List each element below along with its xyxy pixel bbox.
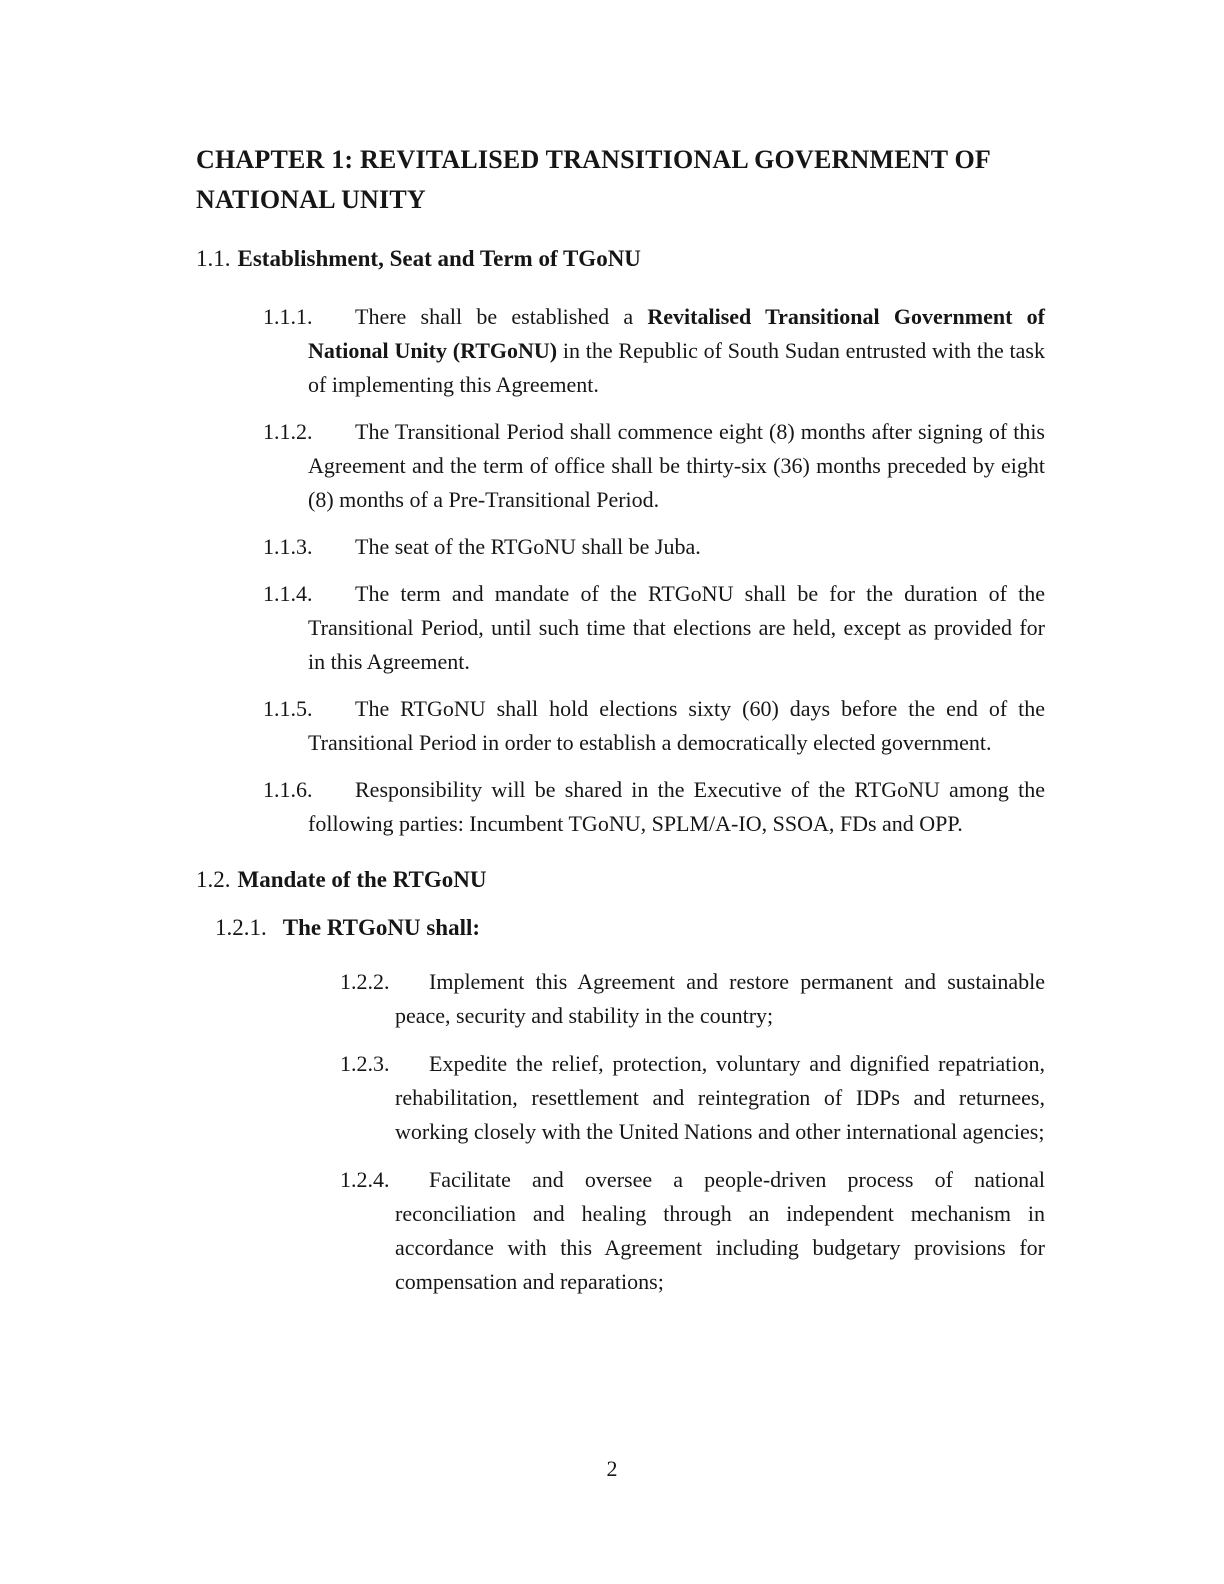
clause-1-1-5-text: The RTGoNU shall hold elections sixty (60) days before the end of the Transitional Period in order to establish a democratically elected government. (308, 696, 1045, 755)
clause-1-1-2-number: 1.1.2. (263, 419, 313, 444)
clause-1-2-3-text: Expedite the relief, protection, voluntary and dignified repatriation, rehabilitation, resettlement and reintegration of IDPs and returnees, working closely with the United Nations and other international agencies; (395, 1051, 1045, 1144)
section-1-1-number: 1.1. (196, 246, 231, 271)
clause-1-2-1-title: The RTGoNU shall: (282, 915, 481, 940)
clause-1-1-3 (196, 530, 1045, 564)
clause-1-1-4-number: 1.1.4. (263, 581, 313, 606)
clause-1-1-6-number: 1.1.6. (263, 777, 313, 802)
clause-1-2-4 (196, 1163, 1045, 1299)
document-content (196, 0, 1045, 1299)
clause-1-2-2-text: Implement this Agreement and restore permanent and sustainable peace, security and stability in the country; (395, 969, 1045, 1028)
clause-1-1-5 (196, 692, 1045, 760)
clause-1-1-6-text: Responsibility will be shared in the Executive of the RTGoNU among the following parties: Incumbent TGoNU, SPLM/A-IO, SSOA, FDs and OPP. (308, 777, 1045, 836)
clause-1-1-1-text-post: in the Republic of South Sudan entrusted with the task of implementing this Agreement. (308, 338, 1045, 397)
clause-1-1-1-text-bold: Revitalised Transitional Government of National Unity (RTGoNU) (308, 304, 1045, 363)
clause-1-1-1-text-pre: There shall be established a (355, 304, 648, 329)
clause-1-2-2 (196, 965, 1045, 1033)
clause-1-2-4-number: 1.2.4. (340, 1167, 390, 1192)
chapter-heading: CHAPTER 1: REVITALISED TRANSITIONAL GOVERNMENT OF NATIONAL UNITY (196, 145, 991, 214)
clause-1-2-3 (196, 1047, 1045, 1149)
clause-1-2-4-text: Facilitate and oversee a people-driven process of national reconciliation and healing through an independent mechanism in accordance with this Agreement including budgetary provisions for compensation and reparations; (395, 1167, 1045, 1294)
page-number: 2 (606, 1456, 618, 1481)
clause-1-2-1-heading (215, 913, 1045, 943)
clause-1-1-6 (196, 773, 1045, 841)
section-1-1-heading (196, 244, 1045, 274)
clause-1-1-3-number: 1.1.3. (263, 534, 313, 559)
section-1-2-number: 1.2. (196, 867, 231, 892)
clause-1-1-3-text: The seat of the RTGoNU shall be Juba. (355, 534, 701, 559)
clause-1-1-4-text: The term and mandate of the RTGoNU shall be for the duration of the Transitional Period, until such time that elections are held, except as provided for in this Agreement. (308, 581, 1045, 674)
clause-1-2-1-number: 1.2.1. (215, 915, 267, 940)
clause-1-2-3-number: 1.2.3. (340, 1051, 390, 1076)
clause-1-2-2-number: 1.2.2. (340, 969, 390, 994)
section-1-2-title: Mandate of the RTGoNU (237, 867, 487, 892)
clause-1-1-2-text: The Transitional Period shall commence eight (8) months after signing of this Agreement and the term of office shall be thirty-six (36) months preceded by eight (8) months of a Pre-Transitional Period. (308, 419, 1045, 512)
clause-1-1-5-number: 1.1.5. (263, 696, 313, 721)
section-1-1-title: Establishment, Seat and Term of TGoNU (237, 246, 641, 271)
section-1-2-heading (196, 865, 1045, 895)
clause-1-1-1-number: 1.1.1. (263, 304, 313, 329)
clause-1-1-4 (196, 577, 1045, 679)
clause-1-1-2 (196, 415, 1045, 517)
clause-1-1-1 (196, 300, 1045, 402)
